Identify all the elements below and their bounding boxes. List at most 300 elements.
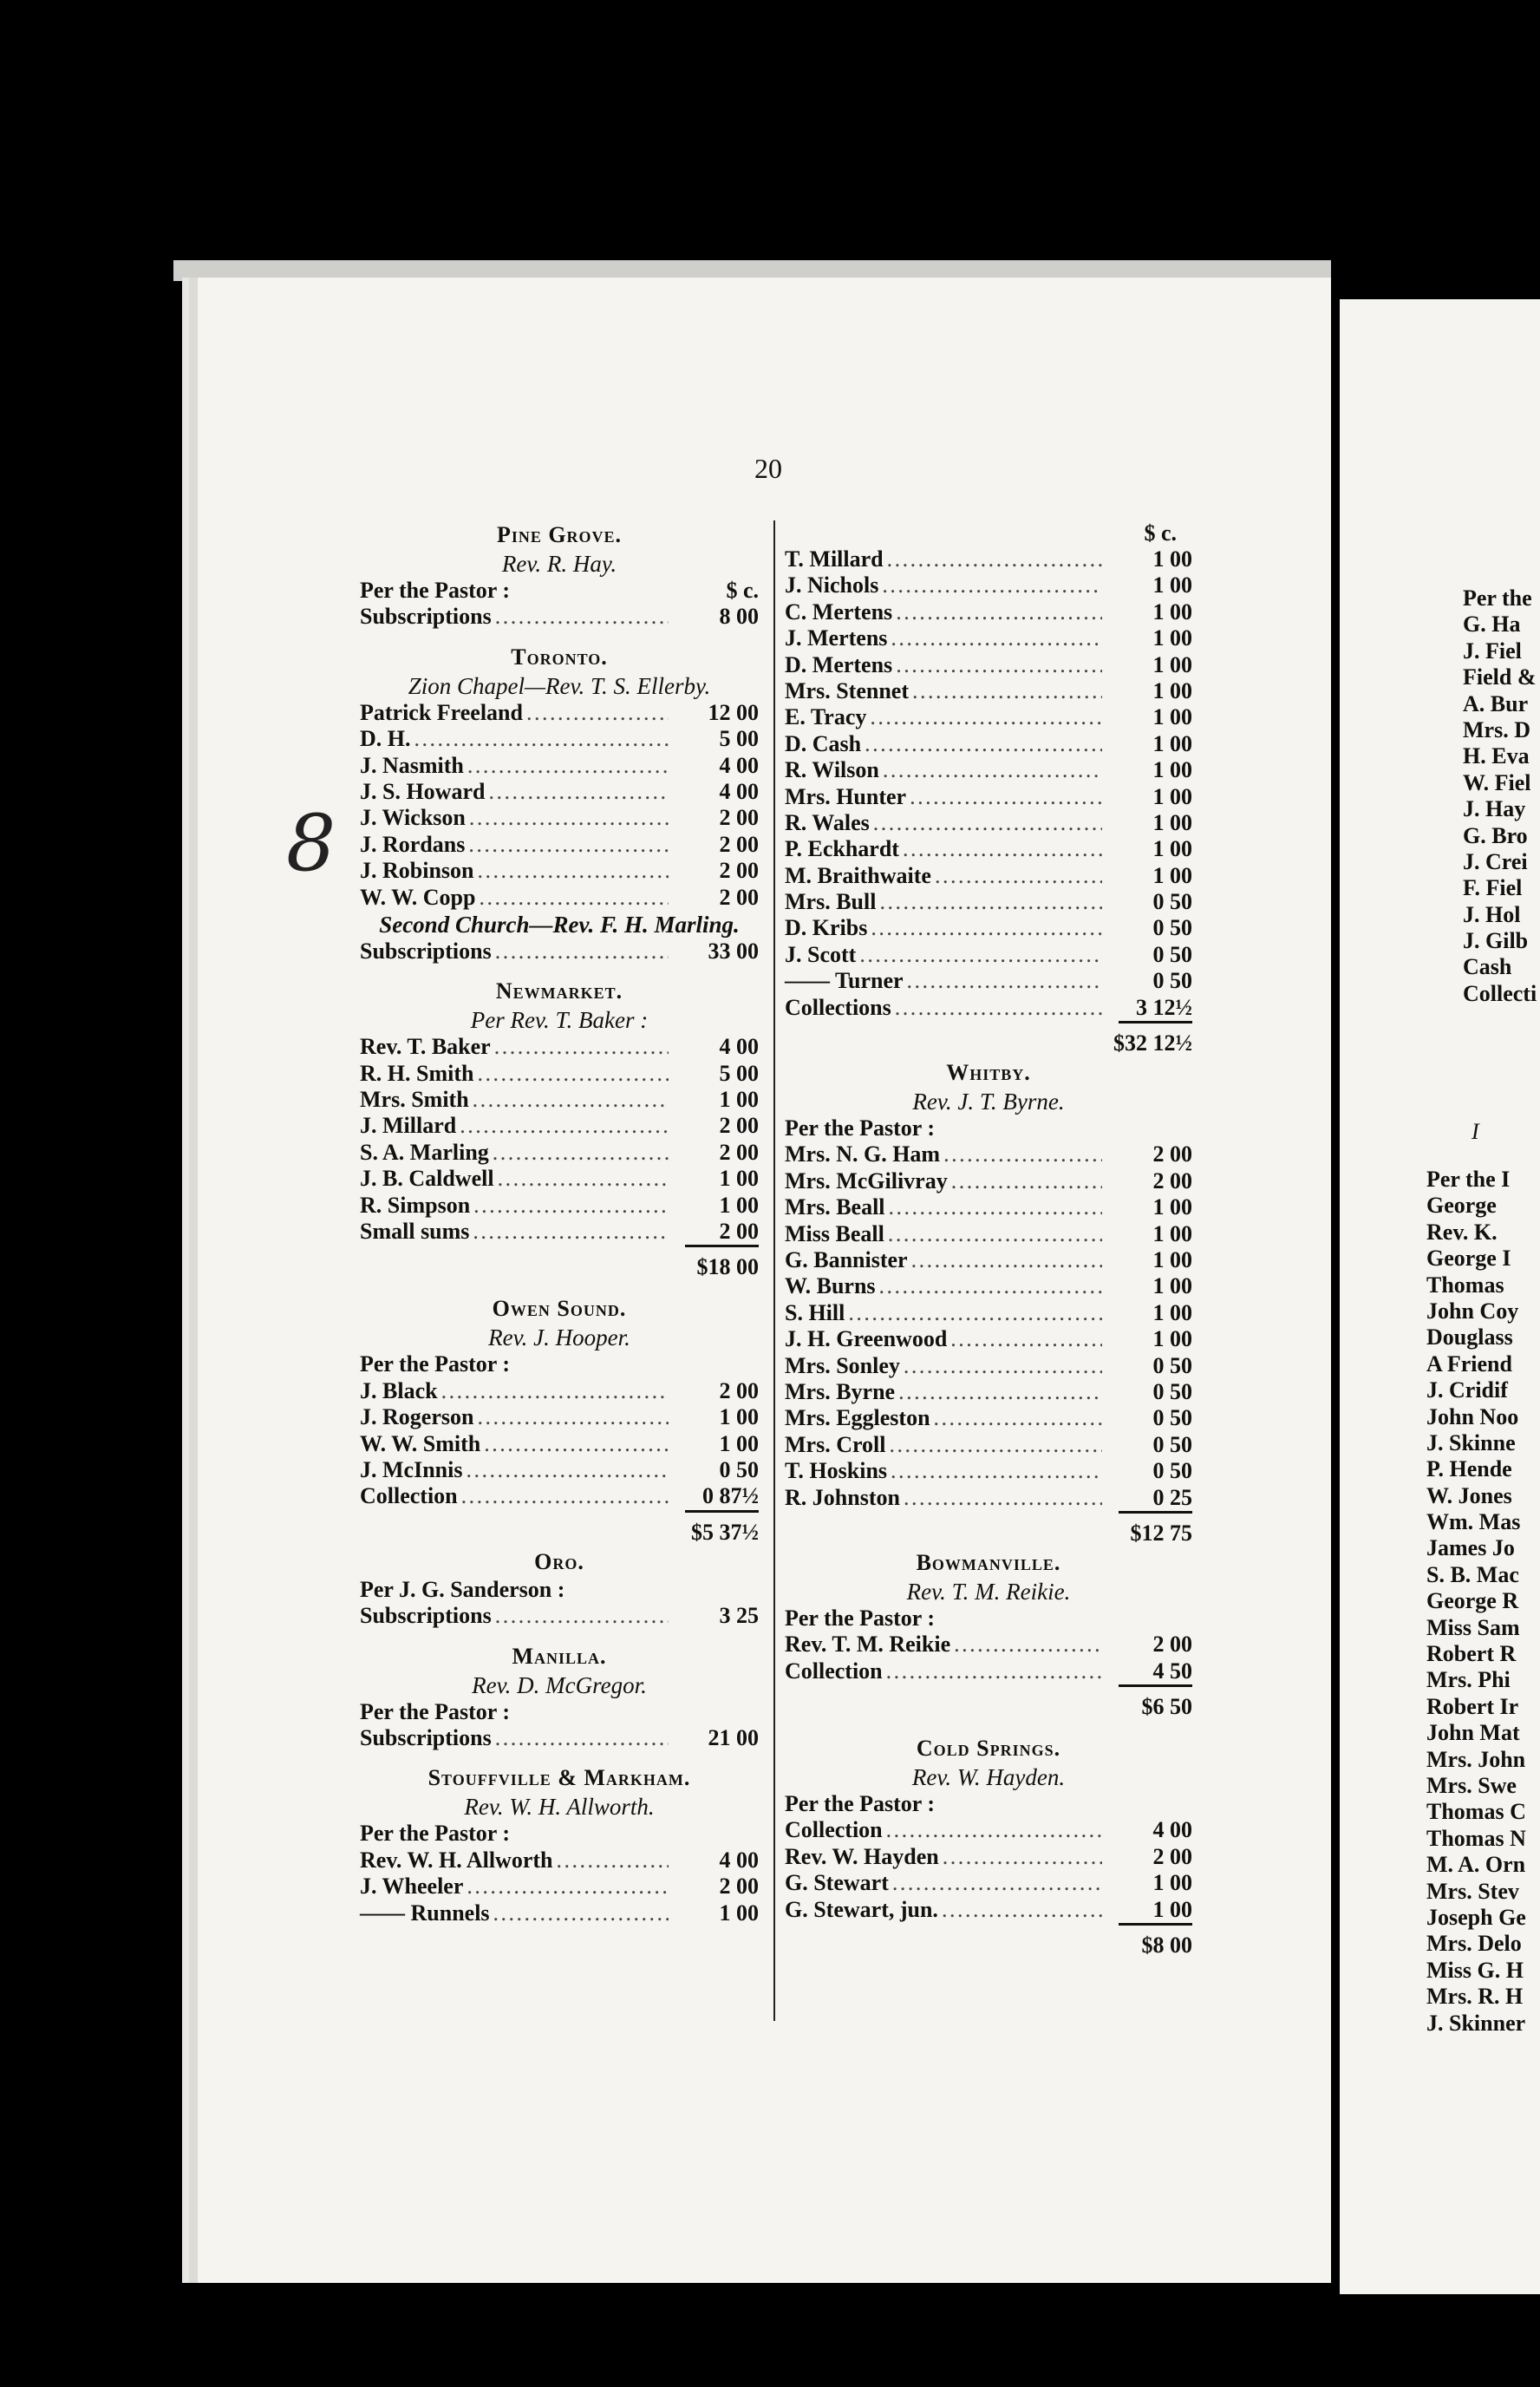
per-row-pine-grove xyxy=(360,578,759,604)
ledger-row xyxy=(785,1432,1192,1458)
leader-dots xyxy=(488,779,669,805)
amount: 5 00 xyxy=(719,726,759,752)
amount: 1 00 xyxy=(1152,1326,1192,1352)
rows-pine-grove xyxy=(360,604,759,630)
minister-owen-sound: Rev. J. Hooper. xyxy=(488,1324,630,1351)
amount: 2 00 xyxy=(719,858,759,884)
adjacent-line: Mrs. Delo xyxy=(1426,1931,1522,1957)
ledger-row xyxy=(785,1658,1192,1684)
adjacent-line: F. Fiel xyxy=(1463,875,1523,901)
contributor-name: T. Hoskins xyxy=(785,1458,888,1484)
contributor-name: J. H. Greenwood xyxy=(785,1326,948,1352)
amount: 1 00 xyxy=(1152,836,1192,862)
adjacent-block-2 xyxy=(1426,1167,1526,2037)
contributor-name: M. Braithwaite xyxy=(785,862,931,888)
total-bowmanville: $6 50 xyxy=(1141,1694,1192,1720)
amount: 0 87½ xyxy=(702,1483,759,1509)
adjacent-line: John Mat xyxy=(1426,1720,1520,1746)
rows-manilla xyxy=(360,1725,759,1751)
leader-dots xyxy=(479,885,669,911)
amount: 4 00 xyxy=(719,778,759,804)
leader-dots xyxy=(879,1273,1102,1299)
amount: 0 50 xyxy=(1152,1458,1192,1484)
leader-dots xyxy=(467,753,669,779)
leader-dots xyxy=(891,1458,1102,1484)
contributor-name: Collection xyxy=(785,1658,883,1684)
ledger-row xyxy=(785,836,1192,862)
ledger-row xyxy=(360,700,759,726)
adjacent-line: Robert Ir xyxy=(1426,1693,1519,1719)
ledger-row xyxy=(785,1485,1192,1511)
contributor-name: Mrs. Sonley xyxy=(785,1352,900,1378)
adjacent-block-1 xyxy=(1463,585,1537,1007)
adjacent-line: J. Gilb xyxy=(1463,928,1529,954)
amount: 0 50 xyxy=(1152,889,1192,915)
amount: 1 00 xyxy=(1152,651,1192,677)
ledger-row xyxy=(360,753,759,779)
adjacent-line: S. B. Mac xyxy=(1426,1561,1519,1587)
amount: 1 00 xyxy=(719,1192,759,1218)
amount: 0 50 xyxy=(1152,1352,1192,1378)
contributor-name: Rev. T. M. Reikie xyxy=(785,1632,951,1658)
leader-dots xyxy=(892,1870,1102,1896)
leader-dots xyxy=(495,1603,669,1629)
ledger-row xyxy=(785,704,1192,730)
contributor-name: Mrs. Croll xyxy=(785,1431,886,1457)
rows-cold-springs xyxy=(785,1817,1192,1923)
contributor-name: Collections xyxy=(785,994,891,1020)
amount: 1 00 xyxy=(1152,677,1192,703)
leader-dots xyxy=(896,599,1102,625)
adjacent-line: Douglass xyxy=(1426,1324,1513,1350)
contributor-name: P. Eckhardt xyxy=(785,836,899,862)
amount: 3 12½ xyxy=(1136,994,1192,1020)
contributor-name: D. Kribs xyxy=(785,915,868,941)
amount: 5 00 xyxy=(719,1060,759,1086)
amount: 1 00 xyxy=(1152,1273,1192,1299)
rows-whitby xyxy=(785,1141,1192,1510)
amount: 4 00 xyxy=(719,752,759,778)
leader-dots xyxy=(951,1168,1102,1194)
amount: 1 00 xyxy=(1152,598,1192,625)
ledger-row xyxy=(785,1194,1192,1220)
contributor-name: Mrs. Byrne xyxy=(785,1378,896,1404)
contributor-name: Mrs. Beall xyxy=(785,1194,885,1220)
amount: 4 00 xyxy=(719,1847,759,1873)
ledger-row xyxy=(785,731,1192,757)
amount: 0 50 xyxy=(719,1456,759,1482)
leader-dots xyxy=(495,938,669,965)
amount: 21 00 xyxy=(708,1724,759,1750)
ledger-row xyxy=(785,572,1192,598)
leader-dots xyxy=(526,700,669,726)
leader-dots xyxy=(879,889,1102,915)
ledger-row xyxy=(360,1378,759,1404)
total-rule xyxy=(685,1510,759,1518)
leader-dots xyxy=(888,1221,1102,1247)
total-whitby: $12 75 xyxy=(1130,1520,1192,1546)
amount: 1 00 xyxy=(719,1900,759,1926)
contributor-name: Rev. T. Baker xyxy=(360,1034,491,1060)
amount: 1 00 xyxy=(719,1166,759,1192)
leader-dots xyxy=(943,1844,1102,1870)
ledger-row xyxy=(360,805,759,831)
rows-stouffville xyxy=(360,1847,759,1926)
leader-dots xyxy=(886,1658,1102,1684)
adjacent-line: George I xyxy=(1426,1246,1511,1272)
adjacent-line: James Jo xyxy=(1426,1535,1515,1561)
amount: 1 00 xyxy=(1152,783,1192,809)
amount: 2 00 xyxy=(719,1113,759,1139)
amount: 1 00 xyxy=(1152,730,1192,756)
ledger-row xyxy=(785,1353,1192,1379)
amount: 0 50 xyxy=(1152,941,1192,967)
total-rule xyxy=(1119,1511,1192,1519)
ledger-row xyxy=(360,1900,759,1926)
ledger-row xyxy=(785,889,1192,915)
rows-continued xyxy=(785,546,1192,1021)
leader-dots xyxy=(494,1034,669,1060)
leader-dots xyxy=(935,863,1102,889)
ledger-row xyxy=(785,1897,1192,1923)
adjacent-line: P. Hende xyxy=(1426,1456,1512,1482)
adjacent-line: J. Crei xyxy=(1463,848,1528,874)
page-number: 20 xyxy=(754,453,782,484)
adjacent-line: Mrs. Phi xyxy=(1426,1667,1511,1693)
adjacent-line: George xyxy=(1426,1193,1497,1219)
leader-dots xyxy=(460,1113,669,1139)
leader-dots xyxy=(477,1061,669,1087)
contributor-name: J. Mertens xyxy=(785,625,888,651)
ledger-row xyxy=(785,1632,1192,1658)
adjacent-line: J. Hol xyxy=(1463,901,1521,927)
leader-dots xyxy=(889,1194,1102,1220)
adjacent-line: J. Skinner xyxy=(1426,2010,1526,2036)
contributor-name: R. Wales xyxy=(785,809,870,835)
adjacent-line: W. Jones xyxy=(1426,1482,1512,1508)
minister-newmarket: Per Rev. T. Baker : xyxy=(470,1007,649,1034)
ledger-row xyxy=(785,546,1192,572)
leader-dots xyxy=(414,726,669,752)
leader-dots xyxy=(896,652,1102,678)
section-heading-oro: Oro. xyxy=(534,1548,584,1574)
contributor-name: Subscriptions xyxy=(360,604,492,630)
ledger-row xyxy=(785,652,1192,678)
total-owen-sound: $5 37½ xyxy=(691,1519,759,1545)
amount: 2 00 xyxy=(719,1219,759,1245)
amount: 1 00 xyxy=(1152,1870,1192,1896)
contributor-name: Mrs. N. G. Ham xyxy=(785,1141,941,1167)
minister-zion-chapel: Zion Chapel—Rev. T. S. Ellerby. xyxy=(408,672,711,699)
adjacent-line: Mrs. R. H xyxy=(1426,1984,1524,2010)
amount: 1 00 xyxy=(1152,757,1192,783)
amount: 2 00 xyxy=(1152,1632,1192,1658)
amount: 12 00 xyxy=(708,699,759,725)
leader-dots xyxy=(871,915,1102,941)
per-label: Per the Pastor : xyxy=(785,1115,936,1141)
section-heading-owen-sound: Owen Sound. xyxy=(492,1296,627,1322)
contributor-name: J. McInnis xyxy=(360,1456,463,1482)
total-rule xyxy=(1119,1684,1192,1692)
amount: 8 00 xyxy=(719,604,759,630)
ledger-row xyxy=(785,1405,1192,1431)
adjacent-line: Thomas C xyxy=(1426,1799,1526,1825)
per-label: Per the Pastor : xyxy=(360,1351,511,1377)
total-rule xyxy=(1119,1021,1192,1029)
ledger-row xyxy=(360,1404,759,1430)
adjacent-line: Mrs. Swe xyxy=(1426,1772,1517,1798)
amount: 2 00 xyxy=(1152,1167,1192,1194)
section-heading-manilla: Manilla. xyxy=(512,1643,607,1669)
adjacent-line: G. Bro xyxy=(1463,822,1528,848)
leader-dots xyxy=(904,1353,1102,1379)
adjacent-line: A Friend xyxy=(1426,1350,1512,1377)
adjacent-line: Mrs. D xyxy=(1463,716,1530,742)
adjacent-line: Miss Sam xyxy=(1426,1614,1520,1640)
leader-dots xyxy=(469,805,669,831)
contributor-name: Mrs. Eggleston xyxy=(785,1405,930,1431)
ledger-row xyxy=(360,1061,759,1087)
contributor-name: Mrs. Bull xyxy=(785,889,877,915)
adjacent-line: J. Skinne xyxy=(1426,1429,1516,1455)
minister-second-church: Second Church—Rev. F. H. Marling. xyxy=(379,911,740,938)
contributor-name: Subscriptions xyxy=(360,938,492,964)
minister-whitby: Rev. J. T. Byrne. xyxy=(912,1089,1065,1115)
contributor-name: J. Robinson xyxy=(360,858,474,884)
leader-dots xyxy=(473,1087,669,1113)
ledger-row xyxy=(360,1847,759,1874)
amount: 4 00 xyxy=(719,1034,759,1060)
adjacent-line: Rev. K. xyxy=(1426,1219,1498,1245)
contributor-name: G. Stewart, jun. xyxy=(785,1896,938,1922)
adjacent-line: A. Bur xyxy=(1463,690,1529,716)
ledger-row xyxy=(785,863,1192,889)
contributor-name: S. Hill xyxy=(785,1299,845,1325)
section-heading-cold-springs: Cold Springs. xyxy=(916,1736,1061,1762)
contributor-name: R. Wilson xyxy=(785,757,879,783)
per-label: Per J. G. Sanderson : xyxy=(360,1576,565,1602)
leader-dots xyxy=(873,810,1102,836)
amount: 2 00 xyxy=(719,831,759,857)
ledger-row xyxy=(785,784,1192,810)
minister-pine-grove: Rev. R. Hay. xyxy=(501,551,617,577)
contributor-name: Collection xyxy=(360,1483,458,1509)
leader-dots xyxy=(493,1140,669,1166)
ledger-row xyxy=(360,858,759,884)
contributor-name: W. W. Copp xyxy=(360,884,476,910)
rows-oro xyxy=(360,1603,759,1629)
ledger-row xyxy=(360,938,759,965)
amount: 4 00 xyxy=(1152,1817,1192,1843)
ledger-row xyxy=(360,604,759,630)
middle-column xyxy=(785,520,1192,1960)
leader-dots xyxy=(870,704,1102,730)
amount: 1 00 xyxy=(1152,1299,1192,1325)
leader-dots xyxy=(912,678,1102,704)
leader-dots xyxy=(950,1326,1102,1352)
adjacent-line: Per the I xyxy=(1426,1167,1511,1192)
ledger-row xyxy=(360,1087,759,1113)
adjacent-line: George R xyxy=(1426,1588,1519,1614)
leader-dots xyxy=(473,1193,669,1219)
contributor-name: J. S. Howard xyxy=(360,778,486,804)
ledger-row xyxy=(785,1168,1192,1194)
currency-header: $ c. xyxy=(726,578,759,603)
minister-cold-springs: Rev. W. Hayden. xyxy=(911,1764,1066,1791)
ledger-row xyxy=(785,1221,1192,1247)
currency-header: $ c. xyxy=(1144,520,1177,546)
ledger-row xyxy=(360,779,759,805)
contributor-name: J. Wheeler xyxy=(360,1874,464,1900)
leader-dots xyxy=(484,1431,669,1457)
contributor-name: D. H. xyxy=(360,726,411,752)
ledger-row xyxy=(360,885,759,911)
contributor-name: T. Millard xyxy=(785,546,884,572)
amount: 2 00 xyxy=(719,1139,759,1165)
adjacent-line: Joseph Ge xyxy=(1426,1904,1526,1930)
ledger-row xyxy=(785,1458,1192,1484)
adjacent-line: Collecti xyxy=(1463,980,1537,1006)
adjacent-line: Robert R xyxy=(1426,1641,1517,1667)
rows-zion-chapel xyxy=(360,700,759,911)
adjacent-heading: I xyxy=(1471,1119,1479,1144)
per-label: Per the Pastor : xyxy=(360,1698,511,1724)
adjacent-line: Mrs. John xyxy=(1426,1746,1526,1772)
contributor-name: J. Scott xyxy=(785,941,857,967)
leader-dots xyxy=(556,1847,669,1874)
leader-dots xyxy=(904,1485,1102,1511)
ledger-row xyxy=(360,1219,759,1245)
ledger-row xyxy=(360,1113,759,1139)
contributor-name: Subscriptions xyxy=(360,1724,492,1750)
amount: 0 50 xyxy=(1152,915,1192,941)
ledger-row xyxy=(785,1273,1192,1299)
ledger-row xyxy=(785,757,1192,783)
contributor-name: Collection xyxy=(785,1817,883,1843)
leader-dots xyxy=(859,942,1102,968)
ledger-row xyxy=(785,625,1192,651)
adjacent-line: Mrs. Stev xyxy=(1426,1878,1519,1904)
amount: 1 00 xyxy=(1152,625,1192,651)
leader-dots xyxy=(461,1483,669,1509)
rows-bowmanville xyxy=(785,1632,1192,1684)
adjacent-line: Thomas N xyxy=(1426,1825,1526,1851)
contributor-name: J. Black xyxy=(360,1377,438,1403)
ledger-row xyxy=(360,1166,759,1192)
contributor-name: Miss Beall xyxy=(785,1220,884,1246)
leader-dots xyxy=(934,1405,1102,1431)
leader-dots xyxy=(467,1874,669,1900)
contributor-name: Subscriptions xyxy=(360,1603,492,1629)
ledger-row xyxy=(360,1034,759,1060)
contributor-name: Mrs. Stennet xyxy=(785,677,909,703)
ledger-row xyxy=(360,1725,759,1751)
amount: 33 00 xyxy=(708,938,759,964)
adjacent-line: M. A. Orn xyxy=(1426,1852,1526,1878)
total-rule xyxy=(685,1245,759,1252)
contributor-name: J. Wickson xyxy=(360,805,466,831)
leader-dots xyxy=(441,1378,669,1404)
contributor-name: R. Johnston xyxy=(785,1484,900,1510)
ledger-row xyxy=(785,942,1192,968)
adjacent-line: J. Hay xyxy=(1463,796,1526,822)
leader-dots xyxy=(886,1817,1102,1843)
section-heading-newmarket: Newmarket. xyxy=(495,978,623,1004)
rows-second-church xyxy=(360,938,759,965)
amount: 2 00 xyxy=(719,1377,759,1403)
adjacent-line: Per the xyxy=(1463,585,1532,611)
leader-dots xyxy=(468,832,669,858)
left-column xyxy=(360,520,759,1926)
leader-dots xyxy=(473,1219,669,1245)
adjacent-line: Thomas xyxy=(1426,1272,1504,1298)
leader-dots xyxy=(942,1897,1102,1923)
leader-dots xyxy=(882,572,1102,598)
leader-dots xyxy=(898,1379,1102,1405)
contributor-name: Small sums xyxy=(360,1219,470,1245)
amount: 2 00 xyxy=(1152,1141,1192,1167)
amount: 0 50 xyxy=(1152,1431,1192,1457)
ledger-row xyxy=(785,1141,1192,1167)
contributor-name: D. Mertens xyxy=(785,651,893,677)
rows-newmarket xyxy=(360,1034,759,1245)
amount: 1 00 xyxy=(1152,1194,1192,1220)
section-heading-pine-grove: Pine Grove. xyxy=(496,522,623,547)
per-label: Per the Pastor : xyxy=(360,578,511,603)
contributor-name: Patrick Freeland xyxy=(360,699,523,725)
amount: 0 50 xyxy=(1152,1378,1192,1404)
leader-dots xyxy=(911,1247,1102,1273)
ledger-row xyxy=(785,678,1192,704)
leader-dots xyxy=(495,604,669,630)
ledger-row xyxy=(785,1379,1192,1405)
section-heading-stouffville: Stouffville & Markham. xyxy=(427,1765,691,1791)
handwritten-margin-note: 8 xyxy=(286,798,336,889)
amount: 1 00 xyxy=(719,1430,759,1456)
contributor-name: Mrs. McGilivray xyxy=(785,1167,948,1194)
ledger-row xyxy=(360,1193,759,1219)
amount: 1 00 xyxy=(1152,809,1192,835)
amount: 1 00 xyxy=(1152,862,1192,888)
amount: 1 00 xyxy=(1152,1896,1192,1922)
leader-dots xyxy=(903,836,1102,862)
leader-dots xyxy=(495,1725,669,1751)
per-label: Per the Pastor : xyxy=(360,1821,511,1847)
adjacent-line: Wm. Mas xyxy=(1426,1509,1521,1535)
contributor-name: J. B. Caldwell xyxy=(360,1166,494,1192)
amount: 1 00 xyxy=(1152,1246,1192,1272)
section-heading-bowmanville: Bowmanville. xyxy=(916,1549,1061,1575)
amount: 1 00 xyxy=(1152,1220,1192,1246)
amount: 0 50 xyxy=(1152,1405,1192,1431)
leader-dots xyxy=(477,1404,669,1430)
contributor-name: W. W. Smith xyxy=(360,1430,481,1456)
leader-dots xyxy=(848,1300,1102,1326)
adjacent-line: John Coy xyxy=(1426,1298,1519,1324)
adjacent-line: Field & xyxy=(1463,664,1537,690)
total-continued: $32 12½ xyxy=(1113,1030,1192,1056)
amount: 0 50 xyxy=(1152,968,1192,994)
contributor-name: R. H. Smith xyxy=(360,1060,474,1086)
ledger-row xyxy=(785,1817,1192,1843)
rows-owen-sound xyxy=(360,1378,759,1510)
leader-dots xyxy=(907,968,1102,994)
minister-stouffville: Rev. W. H. Allworth. xyxy=(464,1794,655,1821)
amount: 2 00 xyxy=(719,884,759,910)
adjacent-page-partial xyxy=(1340,299,1540,2294)
leader-dots xyxy=(493,1900,669,1926)
ledger-row xyxy=(360,832,759,858)
